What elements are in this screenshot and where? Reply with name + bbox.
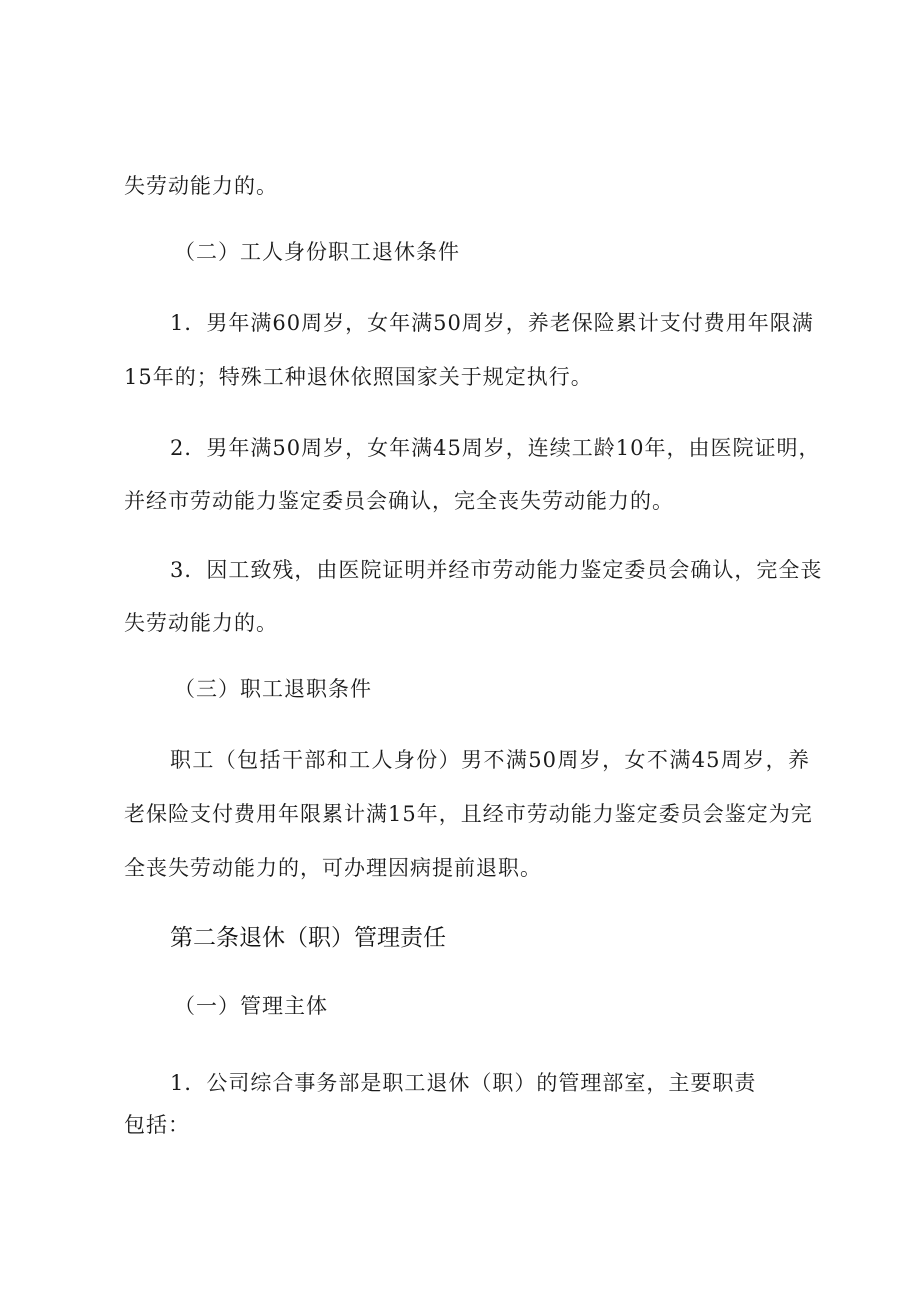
article-heading: 第二条退休（职）管理责任: [170, 925, 446, 951]
item-3-line-2: 失劳动能力的。: [124, 611, 278, 635]
section-heading-worker-retirement: （二）工人身份职工退休条件: [174, 240, 460, 264]
item-3-line-1: 3．因工致残，由医院证明并经市劳动能力鉴定委员会确认，完全丧: [170, 558, 823, 582]
section-heading-management-subject: （一）管理主体: [174, 994, 328, 1018]
management-line-1: 1．公司综合事务部是职工退休（职）的管理部室，主要职责: [170, 1071, 757, 1095]
paragraph-continuation: 失劳动能力的。: [124, 174, 278, 198]
resignation-line-3: 全丧失劳动能力的，可办理因病提前退职。: [124, 856, 542, 880]
management-line-2: 包括：: [124, 1113, 190, 1137]
resignation-line-2: 老保险支付费用年限累计满15年，且经市劳动能力鉴定委员会鉴定为完: [124, 802, 813, 826]
item-1-line-1: 1．男年满60周岁，女年满50周岁，养老保险累计支付费用年限满: [170, 311, 814, 335]
item-1-line-2: 15年的；特殊工种退休依照国家关于规定执行。: [124, 365, 593, 389]
item-2-line-1: 2．男年满50周岁，女年满45周岁，连续工龄10年，由医院证明，: [170, 436, 821, 460]
section-heading-resignation: （三）职工退职条件: [174, 677, 372, 701]
resignation-line-1: 职工（包括干部和工人身份）男不满50周岁，女不满45周岁，养: [170, 748, 810, 772]
item-2-line-2: 并经市劳动能力鉴定委员会确认，完全丧失劳动能力的。: [124, 489, 674, 513]
